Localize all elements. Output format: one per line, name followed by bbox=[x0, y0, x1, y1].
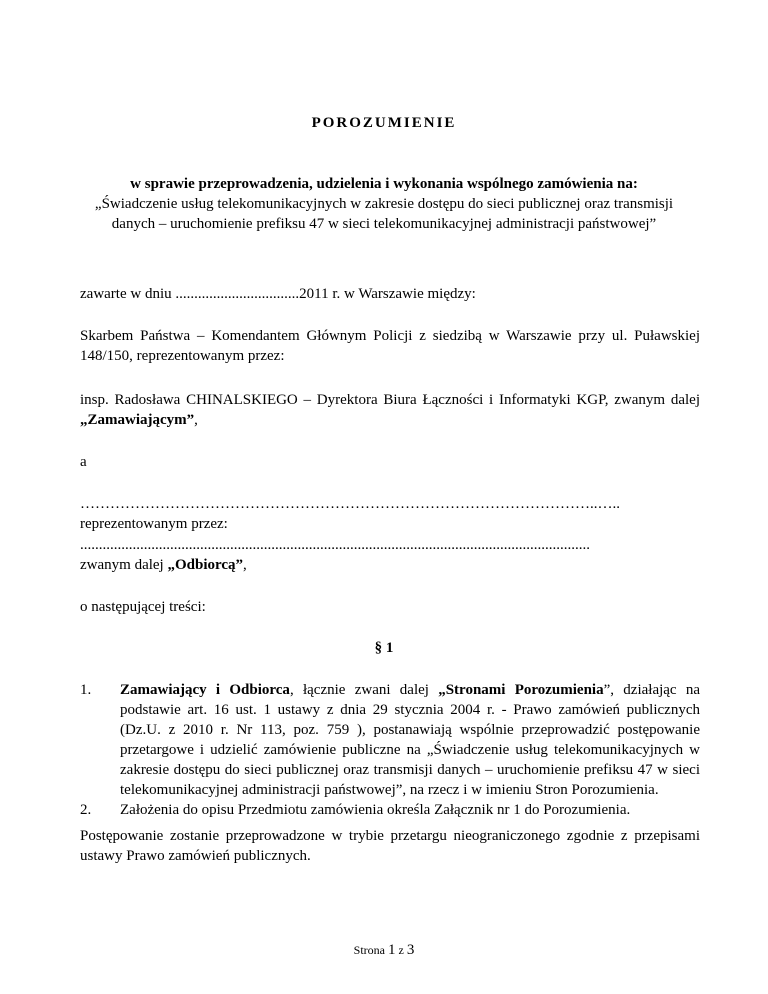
party-1-paragraph: Skarbem Państwa – Komendantem Głównym Policji z siedzibą w Warszawie przy ul. Puławskiej 148/150, reprezentowanym przez: bbox=[80, 328, 700, 364]
representative-1-paragraph bbox=[80, 390, 700, 430]
clause-text: ”, działając na podstawie art. 16 ust. 1 ustawy z dnia 29 stycznia 2004 r. - Prawo zamówień publicznych (Dz.U. z 2010 r. Nr 113, poz. 759 ), postanawiają wspólnie przeprowadzić postępowanie przetargowe i udzielić zamówienie publiczne na „Świadczenie usług telekomunikacyjnych w zakresie dostępu do sieci publicznej oraz transmisji danych – uruchomienie prefiksu 47 w sieci telekomunikacyjnej administracji państwowej”, na rzecz i w imieniu Stron Porozumienia. bbox=[120, 682, 701, 798]
content-of-line: o następującej treści: bbox=[80, 599, 206, 615]
represented-by: reprezentowanym przez: bbox=[80, 516, 228, 532]
representative-2-placeholder: ........................................................................................................................................ bbox=[80, 537, 590, 553]
page-current: 1 bbox=[388, 942, 396, 958]
clause-item bbox=[80, 800, 700, 820]
comma: , bbox=[243, 557, 247, 573]
recipient-name: „Odbiorcą” bbox=[167, 557, 244, 573]
and-conjunction: a bbox=[80, 454, 87, 470]
concluded-line bbox=[80, 284, 700, 304]
document-subtitle bbox=[90, 174, 678, 234]
closing-paragraph: Postępowanie zostanie przeprowadzone w trybie przetargu nieograniczonego zgodnie z przepisami ustawy Prawo zamówień publicznych. bbox=[80, 828, 700, 864]
comma: , bbox=[194, 412, 198, 428]
called-prefix: zwanym dalej bbox=[80, 557, 168, 573]
clause-number: 2. bbox=[80, 802, 92, 818]
clauses bbox=[80, 680, 700, 820]
page-separator: z bbox=[395, 943, 407, 957]
page-total: 3 bbox=[406, 942, 415, 958]
clause-item bbox=[80, 680, 700, 800]
concluded-suffix: 2011 r. w Warszawie między: bbox=[299, 286, 476, 302]
clause-parties: Zamawiający i Odbiorca bbox=[120, 682, 290, 698]
document-title: POROZUMIENIE bbox=[311, 115, 457, 131]
clause-text: , łącznie zwani dalej bbox=[289, 682, 439, 698]
clause-parties-term: „Stronami Porozumienia bbox=[438, 682, 604, 698]
clause-number: 1. bbox=[80, 682, 92, 698]
subtitle-line-3: danych – uruchomienie prefiksu 47 w sieci telekomunikacyjnej administracji państwowej” bbox=[111, 216, 657, 232]
date-placeholder: ................................. bbox=[175, 286, 300, 302]
representative-1-text: insp. Radosława CHINALSKIEGO – Dyrektora Biura Łączności i Informatyki KGP, zwanym dalej bbox=[80, 392, 700, 408]
section-heading: § 1 bbox=[374, 640, 394, 656]
called-line bbox=[80, 555, 700, 575]
concluded-prefix: zawarte w dniu bbox=[80, 286, 176, 302]
subtitle-line-1: w sprawie przeprowadzenia, udzielenia i wykonania wspólnego zamówienia na: bbox=[130, 176, 638, 192]
page-label: Strona bbox=[353, 943, 388, 957]
subtitle-line-2: „Świadczenie usług telekomunikacyjnych w zakresie dostępu do sieci publicznej oraz transmisji bbox=[94, 196, 674, 212]
party-2-placeholder: …………………………………………………………………………………………..….. bbox=[80, 496, 620, 512]
page-footer bbox=[0, 940, 768, 960]
clause-text: Założenia do opisu Przedmiotu zamówienia określa Załącznik nr 1 do Porozumienia. bbox=[120, 802, 631, 818]
contracting-party-name: „Zamawiającym” bbox=[80, 412, 195, 428]
